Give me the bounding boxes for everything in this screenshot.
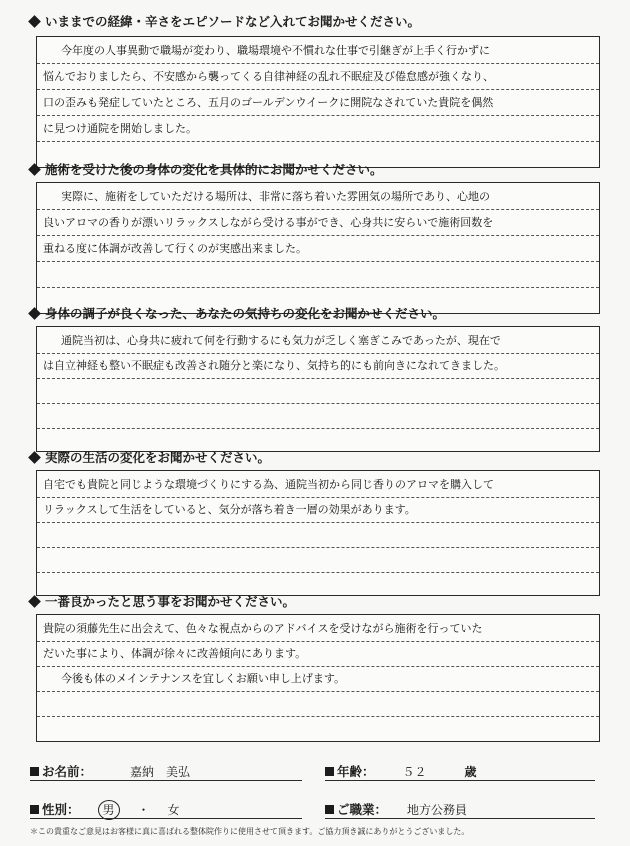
section-title-text: 身体の調子が良くなった、あなたの気持ちの変化をお聞かせください。: [45, 306, 446, 321]
section-title-text: 実際の生活の変化をお聞かせください。: [45, 450, 271, 465]
answer-line: [37, 89, 599, 116]
answer-text: 悩んでおりましたら、不安感から襲ってくる自律神経の乱れ不眠症及び倦怠感が強くなり、: [43, 70, 494, 83]
section-title: [28, 592, 295, 612]
section-title: [28, 448, 270, 468]
diamond-bullet-icon: [28, 307, 41, 320]
answer-text: [43, 377, 595, 403]
section-title: [28, 12, 420, 32]
answer-line: [37, 327, 599, 354]
answer-line: [37, 261, 599, 288]
answer-line: [37, 115, 599, 142]
gender-separator: ・: [137, 803, 150, 817]
answer-text: 自宅でも貴院と同じような環境づくりにする為、通院当初から同じ香りのアロマを購入して: [43, 478, 494, 491]
answer-line: [37, 37, 599, 64]
gender-male-option[interactable]: 男: [98, 800, 120, 820]
answer-text: [43, 402, 595, 428]
job-label: ご職業：: [337, 802, 388, 817]
answer-box: [36, 326, 600, 452]
answer-line: [37, 352, 599, 379]
diamond-bullet-icon: [28, 15, 41, 28]
age-field: [325, 762, 477, 780]
answer-text: は自立神経も整い不眠症も改善され随分と楽になり、気持ち的にも前向きになれてきました。: [43, 359, 505, 372]
answer-line: [37, 496, 599, 523]
answer-text: [43, 261, 595, 287]
diamond-bullet-icon: [28, 163, 41, 176]
answer-text: 通院当初は、心身共に疲れて何を行動するにも気力が乏しく塞ぎこみであったが、現在で: [61, 334, 501, 347]
gender-female-option[interactable]: 女: [167, 803, 180, 817]
answer-text: だいた事により、体調が徐々に改善傾向にあります。: [43, 647, 307, 660]
answer-line: [37, 377, 599, 404]
answer-line: [37, 715, 599, 741]
answer-line: [37, 209, 599, 236]
square-bullet-icon: [325, 805, 334, 814]
diamond-bullet-icon: [28, 451, 41, 464]
name-label: お名前：: [42, 764, 93, 779]
section-title-text: いままでの経緯・辛さをエピソードなど入れてお聞かせください。: [45, 14, 421, 29]
answer-line: [37, 546, 599, 573]
answer-text: [43, 546, 595, 572]
answer-line: [37, 665, 599, 692]
answer-line: [37, 640, 599, 667]
age-label: 年齢：: [337, 764, 375, 779]
section-title: [28, 160, 383, 180]
answer-line: [37, 521, 599, 548]
name-value: 嘉納 美弘: [130, 765, 191, 779]
job-value: 地方公務員: [407, 803, 468, 817]
answer-line: [37, 690, 599, 717]
square-bullet-icon: [325, 767, 334, 776]
answer-text: 実際に、施術をしていただける場所は、非常に落ち着いた雰囲気の場所であり、心地の: [61, 190, 490, 203]
footnote: ＊この貴重なご意見はお客様に真に喜ばれる整体院作りに使用させて頂きます。ご協力頂き誠にありがとうございました。: [30, 827, 470, 836]
answer-text: [43, 715, 595, 741]
answer-box: [36, 614, 600, 742]
answer-line: [37, 235, 599, 262]
answer-text: [43, 690, 595, 716]
answer-text: [43, 521, 595, 547]
answer-box: [36, 470, 600, 596]
answer-line: [37, 471, 599, 498]
answer-text: 貴院の須藤先生に出会えて、色々な視点からのアドバイスを受けながら施術を行っていた: [43, 622, 483, 635]
answer-box: [36, 36, 600, 168]
square-bullet-icon: [30, 767, 39, 776]
answer-text: 今年度の人事異動で職場が変わり、職場環境や不慣れな仕事で引継ぎが上手く行かずに: [61, 44, 490, 57]
answer-text: 良いアロマの香りが漂いリラックスしながら受ける事ができ、心身共に安らいで施術回数を: [43, 216, 494, 229]
section-title: [28, 304, 445, 324]
age-value: ５２: [402, 765, 427, 779]
name-field: [30, 762, 190, 780]
answer-line: [37, 402, 599, 429]
answer-line: [37, 183, 599, 210]
section-title-text: 施術を受けた後の身体の変化を具体的にお聞かせください。: [45, 162, 383, 177]
name-underline: [30, 780, 302, 781]
age-underline: [325, 780, 595, 781]
age-unit: 歳: [464, 765, 477, 779]
job-field: [325, 800, 467, 818]
answer-text: 今後も体のメインテナンスを宜しくお願い申し上げます。: [61, 672, 346, 685]
answer-text: に見つけ通院を開始しました。: [43, 122, 197, 135]
gender-label: 性別：: [42, 802, 80, 817]
answer-box: [36, 182, 600, 314]
section-title-text: 一番良かったと思う事をお聞かせください。: [45, 594, 296, 609]
answer-text: 口の歪みも発症していたところ、五月のゴールデンウイークに開院なされていた貴院を偶然: [43, 96, 494, 109]
job-underline: [325, 818, 595, 819]
diamond-bullet-icon: [28, 595, 41, 608]
gender-underline: [30, 818, 302, 819]
answer-line: [37, 63, 599, 90]
square-bullet-icon: [30, 805, 39, 814]
gender-field: [30, 800, 180, 820]
answer-text: リラックスして生活をしていると、気分が落ち着き一層の効果があります。: [43, 503, 416, 516]
answer-text: 重ねる度に体調が改善して行くのが実感出来ました。: [43, 242, 307, 255]
answer-line: [37, 615, 599, 642]
